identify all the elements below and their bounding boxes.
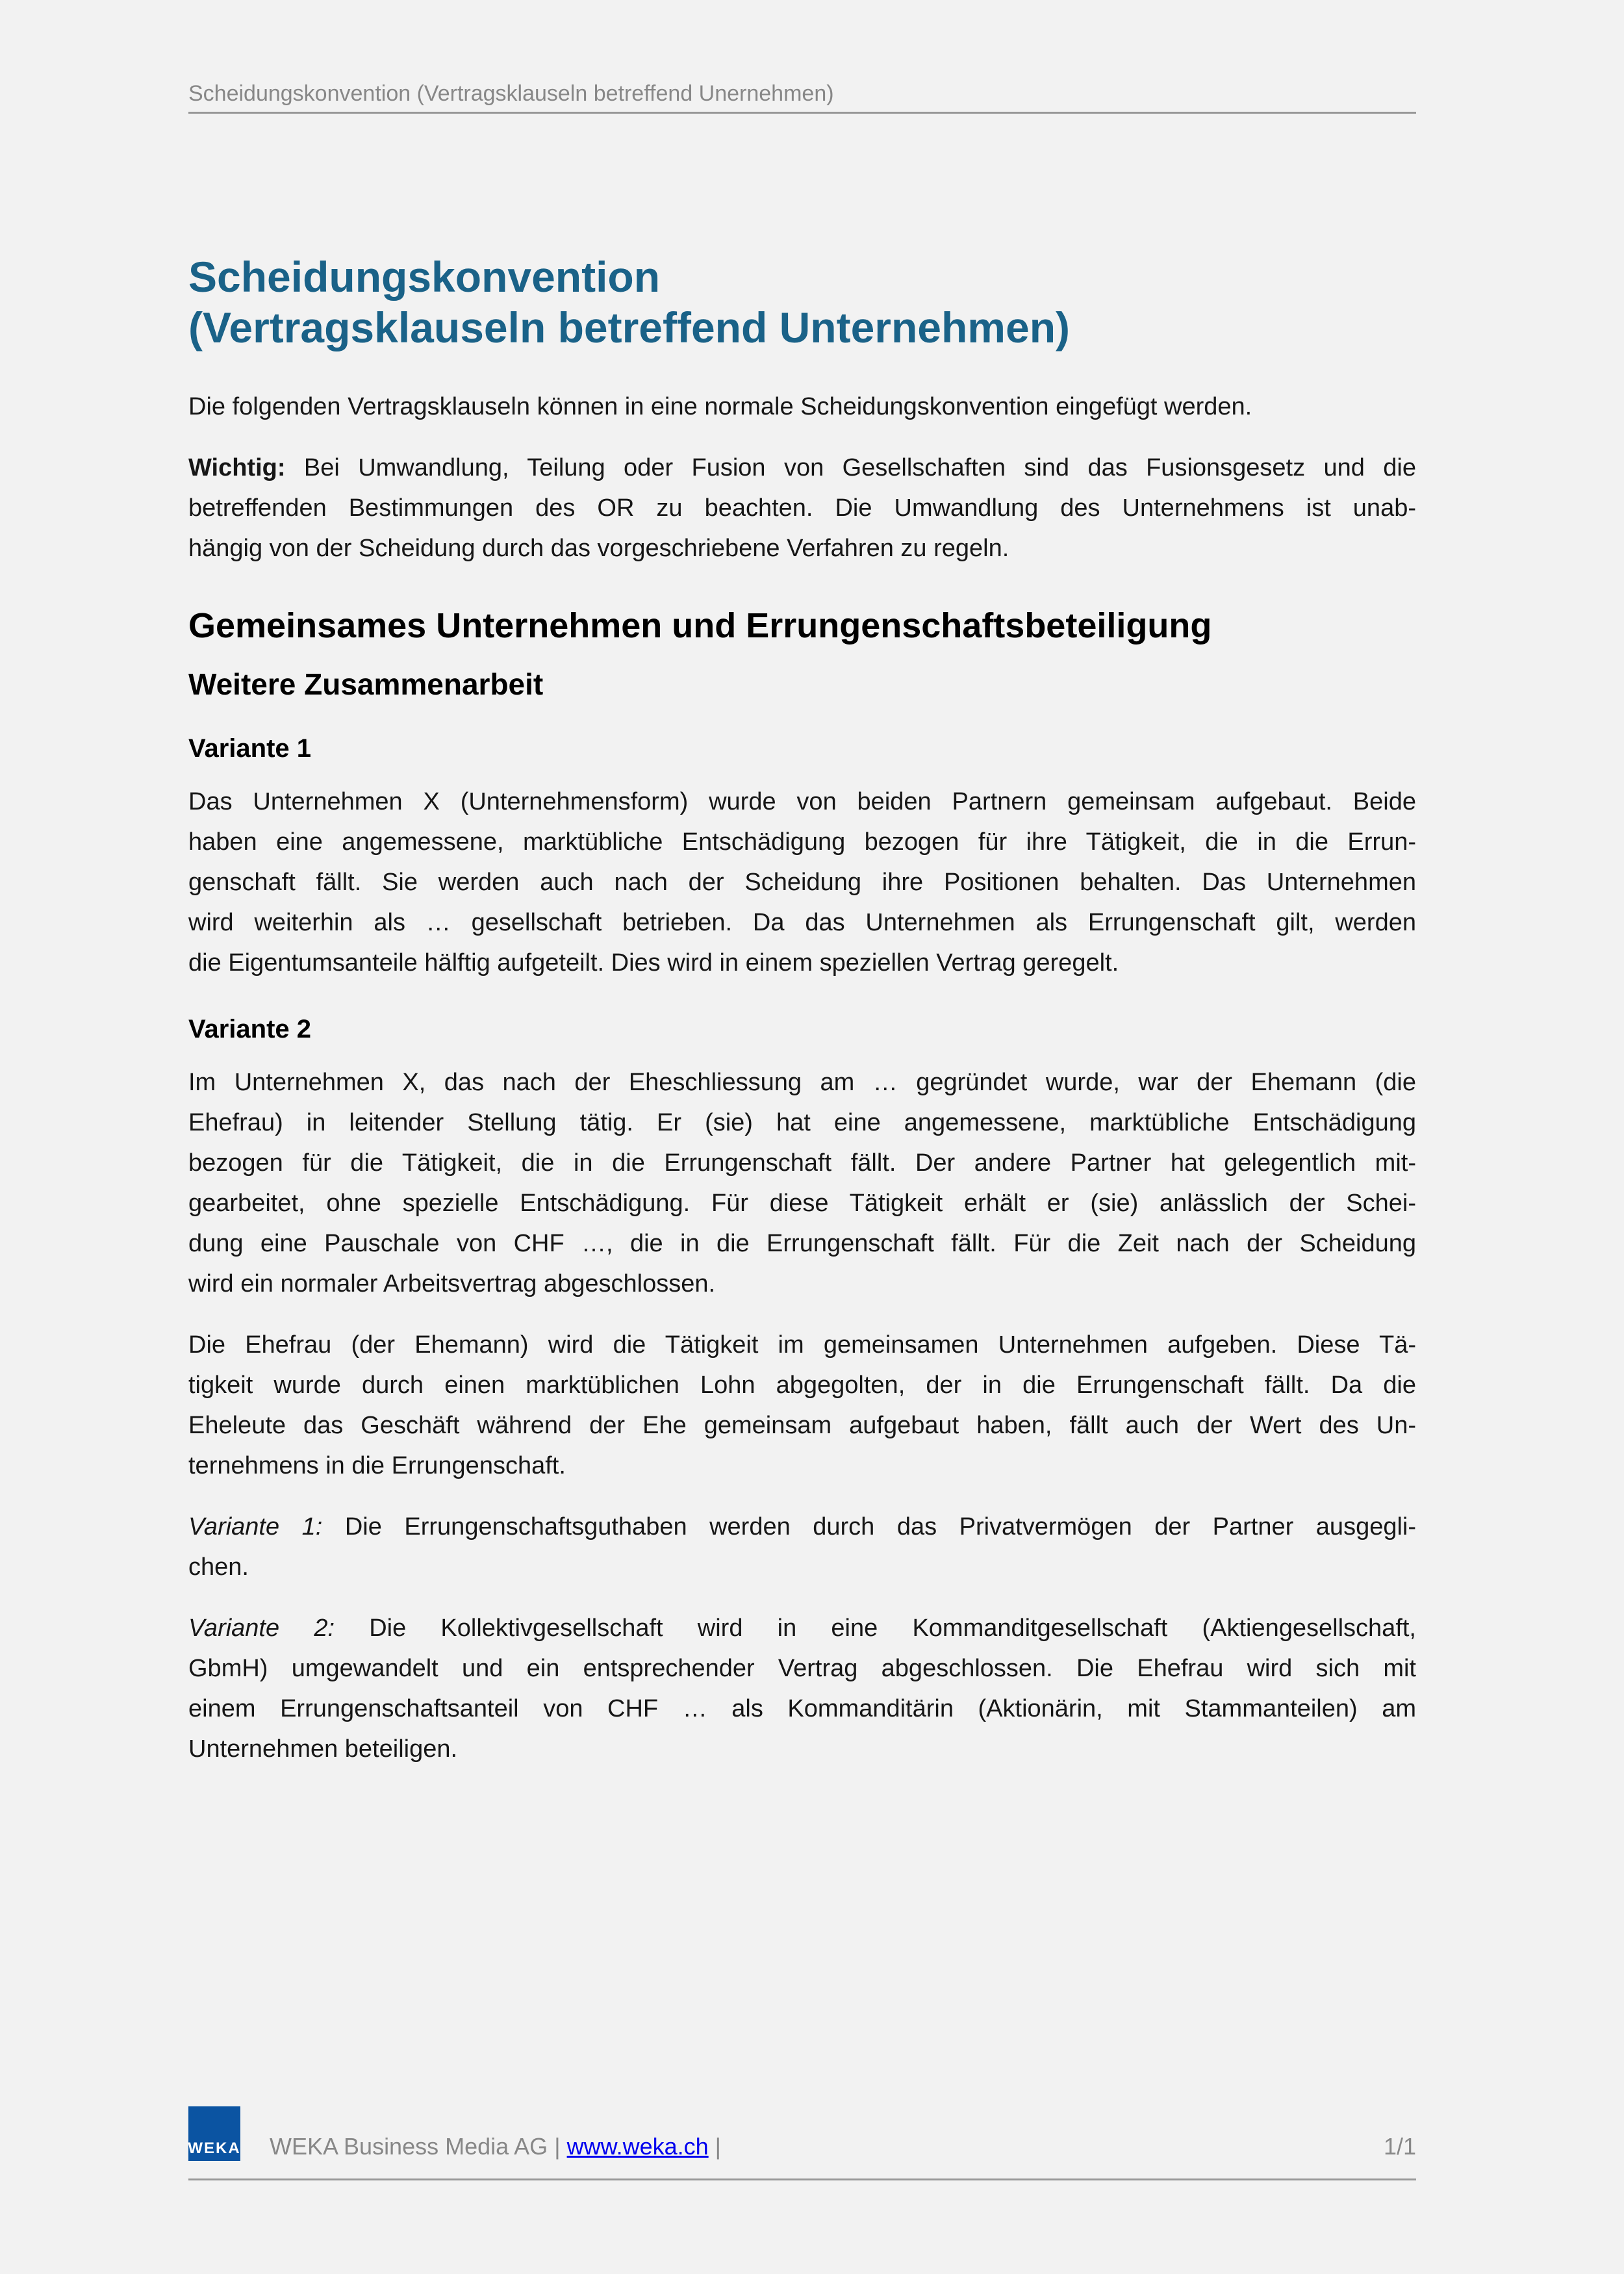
paragraph-line bbox=[188, 782, 1416, 822]
paragraph-line bbox=[188, 1183, 1416, 1223]
paragraph-line bbox=[188, 1325, 1416, 1365]
text-run: Die folgenden Vertragsklauseln können in eine normale Scheidungskonvention eingefügt werden. bbox=[188, 393, 1252, 420]
footer-separator: | bbox=[554, 2133, 561, 2160]
weka-logo bbox=[188, 2106, 240, 2161]
text-run: Ehefrau) in leitender Stellung tätig. Er (sie) hat eine angemessene, marktübliche Entschädigung bbox=[188, 1109, 1416, 1136]
text-run: wird ein normaler Arbeitsvertrag abgeschlossen. bbox=[188, 1270, 716, 1297]
paragraph-line bbox=[188, 1547, 1416, 1587]
section-heading: Weitere Zusammenarbeit bbox=[188, 667, 544, 701]
section-heading: Variante 2 bbox=[188, 1015, 312, 1043]
paragraph-line bbox=[188, 387, 1416, 427]
paragraph-line bbox=[188, 528, 1416, 568]
text-run: einem Errungenschaftsanteil von CHF … als Kommanditärin (Aktionärin, mit Stammanteilen) am bbox=[188, 1695, 1416, 1722]
paragraph-line bbox=[188, 1223, 1416, 1264]
paragraph-line bbox=[188, 1446, 1416, 1486]
text-run: Unternehmen beteiligen. bbox=[188, 1735, 458, 1763]
paragraph-line bbox=[188, 902, 1416, 943]
text-run: Variante 1: bbox=[188, 1513, 323, 1540]
footer-separator: | bbox=[715, 2133, 722, 2160]
text-run: GbmH) umgewandelt und ein entsprechender Vertrag abgeschlossen. Die Ehefrau wird sich mit bbox=[188, 1655, 1416, 1682]
running-header bbox=[188, 0, 1416, 114]
paragraph-line bbox=[188, 1143, 1416, 1183]
paragraph-line bbox=[188, 1507, 1416, 1547]
paragraph-line bbox=[188, 862, 1416, 902]
text-run: tigkeit wurde durch einen marktüblichen Lohn abgegolten, der in die Errungenschaft fällt. Da die bbox=[188, 1372, 1416, 1399]
paragraph-line bbox=[188, 1405, 1416, 1446]
running-header-text: Scheidungskonvention (Vertragsklauseln betreffend Unernehmen) bbox=[188, 81, 834, 106]
paragraph-line bbox=[188, 1062, 1416, 1103]
paragraph-line bbox=[188, 1608, 1416, 1648]
paragraph-line bbox=[188, 822, 1416, 862]
paragraph-line bbox=[188, 448, 1416, 488]
text-run: haben eine angemessene, marktübliche Entschädigung bezogen für ihre Tätigkeit, die in die Errun- bbox=[188, 828, 1416, 856]
weka-logo-text: WEKA bbox=[188, 2140, 241, 2157]
text-run: Das Unternehmen X (Unternehmensform) wurde von beiden Partnern gemeinsam aufgebaut. Beide bbox=[188, 788, 1416, 815]
paragraph bbox=[188, 448, 1416, 568]
text-run: Wichtig: bbox=[188, 454, 286, 481]
text-run: betreffenden Bestimmungen des OR zu beachten. Die Umwandlung des Unternehmens ist unab- bbox=[188, 494, 1416, 522]
page-title-line2: (Vertragsklauseln betreffend Unternehmen) bbox=[188, 303, 1070, 351]
text-run: hängig von der Scheidung durch das vorgeschriebene Verfahren zu regeln. bbox=[188, 535, 1009, 562]
text-run: Die Kollektivgesellschaft wird in eine Kommanditgesellschaft (Aktiengesellschaft, bbox=[335, 1615, 1416, 1642]
paragraph bbox=[188, 1507, 1416, 1587]
paragraph-line bbox=[188, 1689, 1416, 1729]
text-run: dung eine Pauschale von CHF …, die in die Errungenschaft fällt. Für die Zeit nach der Scheidung bbox=[188, 1230, 1416, 1257]
text-run: wird weiterhin als … gesellschaft betrieben. Da das Unternehmen als Errungenschaft gilt, werden bbox=[188, 909, 1416, 936]
footer-rule bbox=[188, 2178, 1416, 2180]
text-run: Variante 2: bbox=[188, 1615, 335, 1642]
paragraph-line bbox=[188, 1648, 1416, 1689]
footer-publisher-line bbox=[270, 2134, 721, 2161]
text-run: Die Ehefrau (der Ehemann) wird die Tätigkeit im gemeinsamen Unternehmen aufgeben. Diese Tä- bbox=[188, 1331, 1416, 1359]
text-run: Im Unternehmen X, das nach der Eheschliessung am … gegründet wurde, war der Ehemann (die bbox=[188, 1069, 1416, 1096]
page-footer bbox=[188, 2106, 1416, 2161]
paragraph bbox=[188, 1325, 1416, 1486]
paragraph-line bbox=[188, 1103, 1416, 1143]
text-run: Bei Umwandlung, Teilung oder Fusion von Gesellschaften sind das Fusionsgesetz und die bbox=[285, 454, 1416, 481]
page-indicator: 1/1 bbox=[1383, 2133, 1416, 2160]
text-run: chen. bbox=[188, 1553, 249, 1581]
paragraph-line bbox=[188, 1264, 1416, 1304]
paragraph-line bbox=[188, 1729, 1416, 1769]
text-run: Die Errungenschaftsguthaben werden durch das Privatvermögen der Partner ausgegli- bbox=[322, 1513, 1417, 1540]
paragraph bbox=[188, 387, 1416, 427]
text-run: bezogen für die Tätigkeit, die in die Errungenschaft fällt. Der andere Partner hat gelegentlich mit- bbox=[188, 1149, 1416, 1177]
text-run: Eheleute das Geschäft während der Ehe gemeinsam aufgebaut haben, fällt auch der Wert des Un- bbox=[188, 1412, 1416, 1439]
text-run: genschaft fällt. Sie werden auch nach der Scheidung ihre Positionen behalten. Das Unternehmen bbox=[188, 869, 1416, 896]
page-title-line1: Scheidungskonvention bbox=[188, 253, 661, 301]
paragraph bbox=[188, 1608, 1416, 1769]
document-content bbox=[188, 0, 1416, 1790]
text-run: die Eigentumsanteile hälftig aufgeteilt. Dies wird in einem speziellen Vertrag geregelt. bbox=[188, 949, 1119, 977]
text-run: gearbeitet, ohne spezielle Entschädigung. Für diese Tätigkeit erhält er (sie) anlässlich der Schei- bbox=[188, 1190, 1416, 1217]
page-title bbox=[188, 251, 1416, 353]
paragraph bbox=[188, 782, 1416, 983]
paragraph-line bbox=[188, 943, 1416, 983]
document-body bbox=[188, 387, 1416, 1769]
weka-link[interactable]: www.weka.ch bbox=[566, 2133, 709, 2160]
text-run: ternehmens in die Errungenschaft. bbox=[188, 1452, 566, 1479]
section-heading: Gemeinsames Unternehmen und Errungenschaftsbeteiligung bbox=[188, 606, 1212, 645]
paragraph-line bbox=[188, 1365, 1416, 1405]
section-heading: Variante 1 bbox=[188, 734, 312, 763]
paragraph-line bbox=[188, 488, 1416, 528]
publisher-name: WEKA Business Media AG bbox=[270, 2133, 548, 2160]
paragraph bbox=[188, 1062, 1416, 1304]
